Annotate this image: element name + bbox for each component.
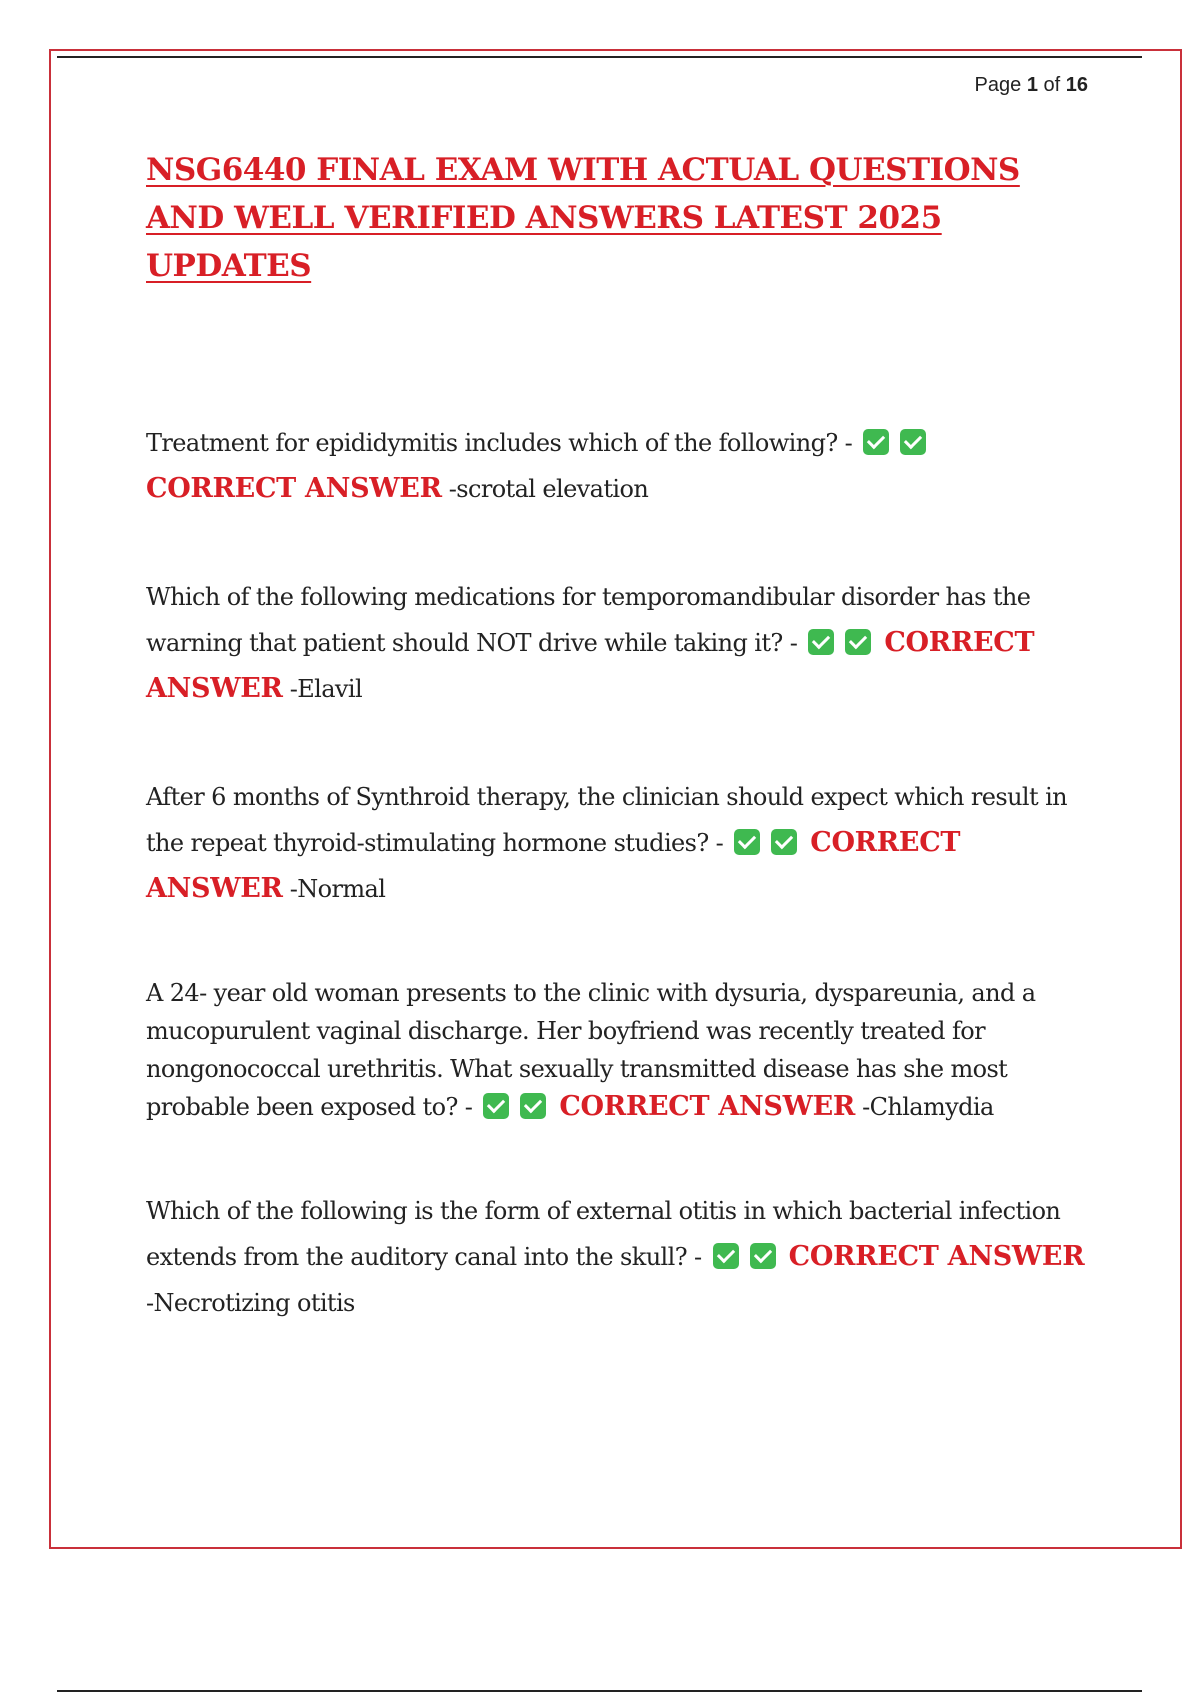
document-title: NSG6440 FINAL EXAM WITH ACTUAL QUESTIONS AND WELL VERIFIED ANSWERS LATEST 2025 UPDATES bbox=[146, 152, 1020, 284]
check-mark-icon bbox=[900, 429, 926, 455]
check-mark-icon bbox=[808, 629, 834, 655]
question-text: After 6 months of Synthroid therapy, the clinician should expect which result in the repeat thyroid-stimulating hormone studies? - bbox=[146, 783, 1068, 857]
question-text: Treatment for epididymitis includes which of the following? - bbox=[146, 429, 853, 457]
correct-answer-label: CORRECT ANSWER bbox=[146, 473, 442, 504]
check-mark-icon bbox=[750, 1243, 776, 1269]
header-rule bbox=[57, 56, 1142, 58]
page-number bbox=[975, 74, 1088, 97]
question-item bbox=[146, 574, 1096, 712]
question-text: Which of the following medications for temporomandibular disorder has the warning that patient should NOT drive while taking it? - bbox=[146, 583, 1031, 657]
question-item bbox=[146, 774, 1096, 912]
page-total: 16 bbox=[1065, 74, 1088, 96]
page-label: Page bbox=[974, 74, 1022, 96]
answer-text: -Normal bbox=[289, 875, 386, 903]
page-of: of bbox=[1043, 74, 1061, 96]
correct-answer-label: CORRECT ANSWER bbox=[559, 1091, 856, 1122]
check-mark-icon bbox=[483, 1093, 509, 1119]
check-mark-icon bbox=[845, 629, 871, 655]
question-item bbox=[146, 420, 1096, 512]
check-mark-icon bbox=[713, 1243, 739, 1269]
correct-answer-label: CORRECT ANSWER bbox=[146, 627, 1035, 704]
question-text: Which of the following is the form of external otitis in which bacterial infection extends from the auditory canal into the skull? - bbox=[146, 1197, 1061, 1271]
check-mark-icon bbox=[520, 1093, 546, 1119]
question-text: A 24- year old woman presents to the clinic with dysuria, dyspareunia, and a mucopurulent vaginal discharge. Her boyfriend was recently treated for nongonococcal urethritis. What sexually transmitted disease has she most probable been exposed to? - bbox=[146, 979, 1036, 1121]
question-item bbox=[146, 1188, 1096, 1326]
correct-answer-label: CORRECT ANSWER bbox=[788, 1241, 1085, 1272]
answer-text: -Necrotizing otitis bbox=[146, 1289, 355, 1317]
check-mark-icon bbox=[771, 829, 797, 855]
page-current: 1 bbox=[1026, 74, 1038, 96]
answer-text: -Elavil bbox=[289, 675, 363, 703]
check-mark-icon bbox=[863, 429, 889, 455]
question-item bbox=[146, 974, 1096, 1126]
answer-text: -scrotal elevation bbox=[448, 475, 649, 503]
check-mark-icon bbox=[734, 829, 760, 855]
correct-answer-label: CORRECT ANSWER bbox=[146, 827, 961, 904]
question-list bbox=[146, 420, 1096, 1388]
answer-text: -Chlamydia bbox=[862, 1093, 994, 1121]
next-page-rule bbox=[57, 1690, 1142, 1692]
